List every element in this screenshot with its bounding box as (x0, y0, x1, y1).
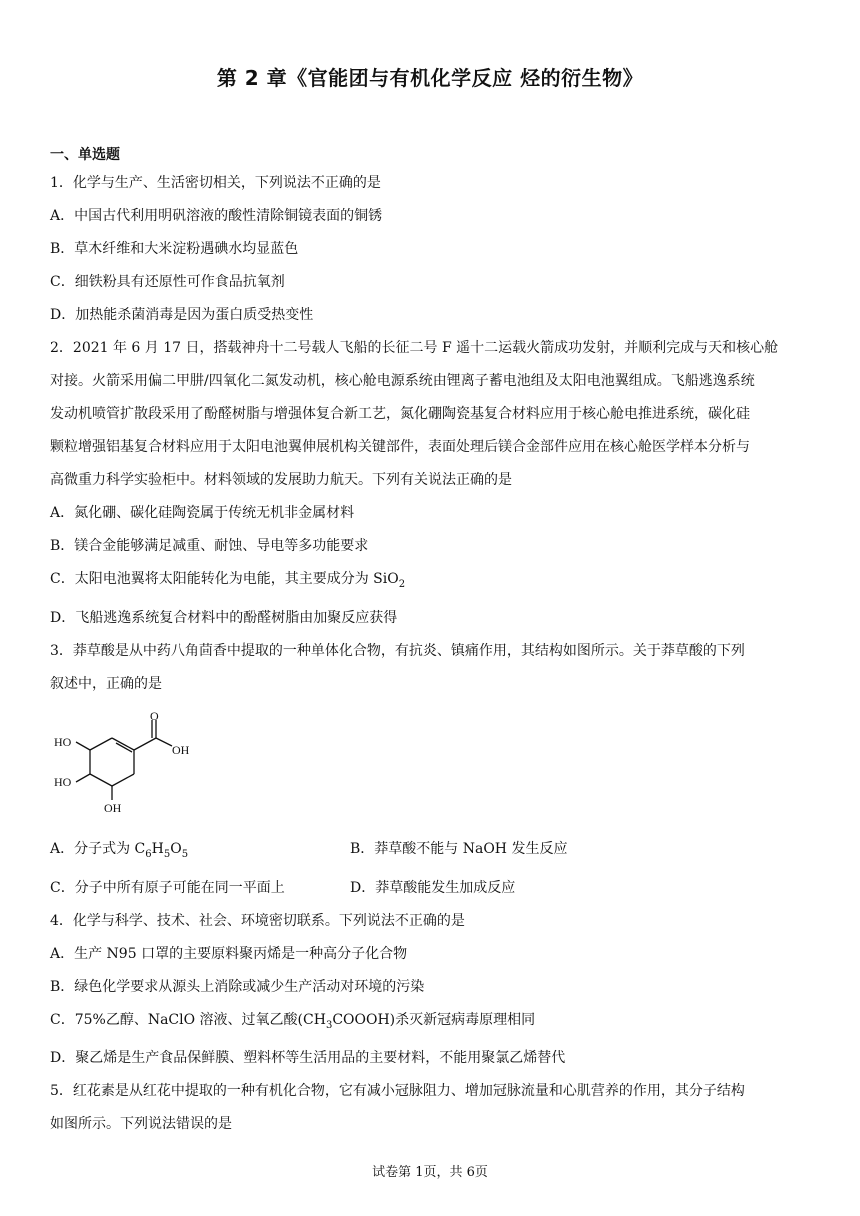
q4-option-b: B．绿色化学要求从源头上消除或减少生产活动对环境的污染 (50, 978, 425, 995)
q5-stem-line: 5．红花素是从红花中提取的一种有机化合物，它有减小冠脉阻力、增加冠脉流量和心肌营养的作用，其分子结构 (50, 1083, 745, 1100)
q1-option-d: D．加热能杀菌消毒是因为蛋白质受热变性 (50, 307, 314, 323)
q4-option-a: A．生产 N95 口罩的主要原料聚丙烯是一种高分子化合物 (50, 945, 408, 962)
q3-option-b: B．莽草酸不能与 NaOH 发生反应 (350, 840, 568, 857)
q2-stem (50, 337, 820, 491)
q1-stem: 1．化学与生产、生活密切相关，下列说法不正确的是 (50, 175, 381, 191)
q2-stem-line: 对接。火箭采用偏二甲肼/四氧化二氮发动机，核心舱电源系统由锂离子蓄电池组及太阳电池翼组成。飞船逃逸系统 (50, 373, 755, 389)
q3-options-row (50, 838, 820, 866)
q3-stem-line: 3．莽草酸是从中药八角茴香中提取的一种单体化合物，有抗炎、镇痛作用，其结构如图所示。关于莽草酸的下列 (50, 642, 745, 659)
q4-stem: 4．化学与科学、技术、社会、环境密切联系。下列说法不正确的是 (50, 912, 465, 929)
q2-stem-line: 2．2021 年 6 月 17 日，搭载神舟十二号载人飞船的长征二号 F 遥十二运载火箭成功发射，并顺利完成与天和核心舱 (50, 340, 779, 356)
acid-oh-label: OH (172, 742, 190, 757)
q2-option-a: A．氮化硼、碳化硅陶瓷属于传统无机非金属材料 (50, 505, 355, 521)
question-content (50, 144, 820, 1146)
document-title: 第 2 章《官能团与有机化学反应 烃的衍生物》 (216, 66, 644, 90)
q5-stem-line: 如图所示。下列说法错误的是 (50, 1116, 232, 1133)
q3-option-a: A．分子式为 $C_6H_5O_5$ (50, 840, 189, 860)
q3-options-row (50, 877, 820, 899)
q1-option-a: A．中国古代利用明矾溶液的酸性清除铜镜表面的铜锈 (50, 208, 383, 224)
q3-option-c: C．分子中所有原子可能在同一平面上 (50, 879, 285, 896)
page-footer: 试卷第 1页，共 6页 (372, 1165, 488, 1180)
q2-stem-line: 颗粒增强铝基复合材料应用于太阳电池翼伸展机构关键部件，表面处理后镁合金部件应用在核心舱医学样本分析与 (50, 439, 750, 455)
q3-option-d: D．莽草酸能发生加成反应 (350, 879, 516, 896)
q1-option-c: C．细铁粉具有还原性可作食品抗氧剂 (50, 274, 285, 290)
section-heading: 一、单选题 (50, 147, 120, 163)
q2-option-c: C．太阳电池翼将太阳能转化为电能，其主要成分为 SiO$_2$ (50, 571, 406, 590)
q2-stem-line: 发动机喷管扩散段采用了酚醛树脂与增强体复合新工艺，氮化硼陶瓷基复合材料应用于核心舱电推进系统，碳化硅 (50, 406, 750, 422)
q2-option-b: B．镁合金能够满足减重、耐蚀、导电等多功能要求 (50, 538, 369, 554)
hydroxyl-label: HO (54, 734, 72, 749)
hydroxyl-label: HO (54, 774, 72, 789)
q2-stem-line: 高微重力科学实验柜中。材料领域的发展助力航天。下列有关说法正确的是 (50, 472, 512, 488)
q4-option-d: D．聚乙烯是生产食品保鲜膜、塑料杯等生活用品的主要材料，不能用聚氯乙烯替代 (50, 1050, 566, 1067)
q3-stem-line: 叙述中，正确的是 (50, 675, 162, 692)
carbonyl-oxygen-label: O (150, 711, 159, 723)
q1-option-b: B．草木纤维和大米淀粉遇碘水均显蓝色 (50, 241, 299, 257)
q2-option-d: D．飞船逃逸系统复合材料中的酚醛树脂由加聚反应获得 (50, 609, 398, 626)
q4-option-c: C．75%乙醇、NaClO 溶液、过氧乙酸$(CH_3COOOH)$杀灭新冠病毒原理相同 (50, 1011, 536, 1031)
shikimic-acid-structure (50, 712, 220, 822)
hydroxyl-label: OH (104, 800, 122, 815)
